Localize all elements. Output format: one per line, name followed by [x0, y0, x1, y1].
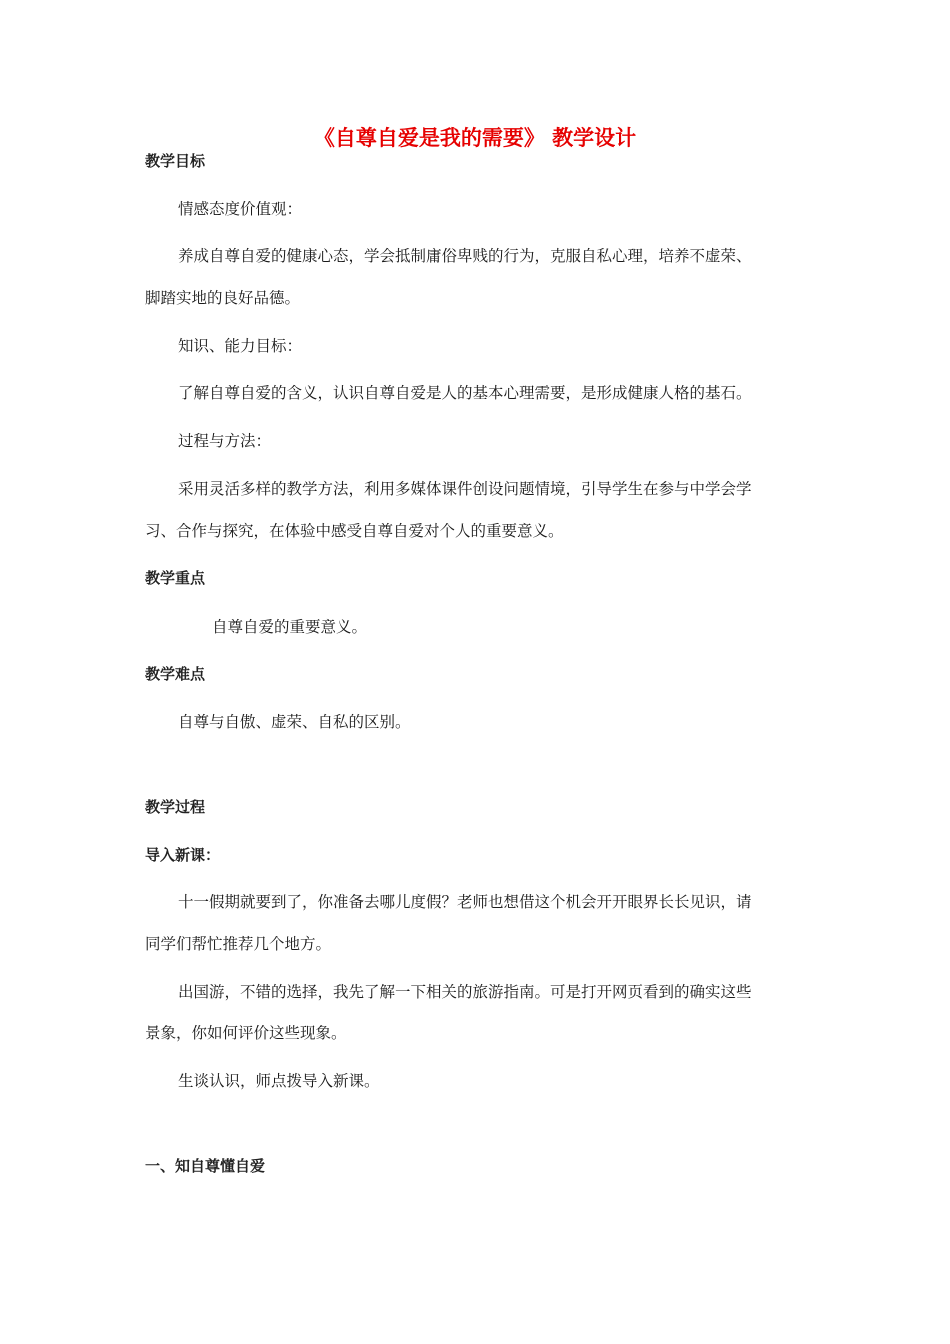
subheading-process: 过程与方法： — [178, 432, 272, 450]
subheading-knowledge: 知识、能力目标： — [178, 337, 303, 355]
subheading-values: 情感态度价值观： — [178, 200, 303, 218]
heading-teaching-goals: 教学目标 — [145, 152, 206, 170]
heading-difficulties: 教学难点 — [145, 665, 206, 683]
heading-introduction: 导入新课： — [145, 846, 221, 864]
paragraph-process-line-2: 习、合作与探究，在体验中感受自尊自爱对个人的重要意义。 — [145, 522, 564, 540]
paragraph-knowledge: 了解自尊自爱的含义，认识自尊自爱是人的基本心理需要，是形成健康人格的基石。 — [178, 384, 752, 402]
paragraph-values-line-2: 脚踏实地的良好品德。 — [145, 289, 301, 307]
paragraph-values-line-1: 养成自尊自爱的健康心态，学会抵制庸俗卑贱的行为，克服自私心理，培养不虚荣、 — [178, 247, 752, 265]
document-title: 《自尊自爱是我的需要》 教学设计 — [313, 126, 637, 150]
paragraph-intro-2-line-1: 出国游，不错的选择，我先了解一下相关的旅游指南。可是打开网页看到的确实这些 — [178, 983, 752, 1001]
heading-key-points: 教学重点 — [145, 569, 206, 587]
paragraph-key-points: 自尊自爱的重要意义。 — [212, 618, 368, 636]
heading-section-one: 一、知自尊懂自爱 — [145, 1157, 266, 1175]
paragraph-intro-3: 生谈认识，师点拨导入新课。 — [178, 1072, 380, 1090]
paragraph-difficulties: 自尊与自傲、虚荣、自私的区别。 — [178, 713, 411, 731]
paragraph-intro-1-line-1: 十一假期就要到了，你准备去哪儿度假？老师也想借这个机会开开眼界长长见识，请 — [178, 893, 752, 911]
paragraph-intro-1-line-2: 同学们帮忙推荐几个地方。 — [145, 935, 332, 953]
paragraph-process-line-1: 采用灵活多样的教学方法，利用多媒体课件创设问题情境，引导学生在参与中学会学 — [178, 480, 752, 498]
paragraph-intro-2-line-2: 景象，你如何评价这些现象。 — [145, 1024, 347, 1042]
heading-teaching-process: 教学过程 — [145, 798, 206, 816]
